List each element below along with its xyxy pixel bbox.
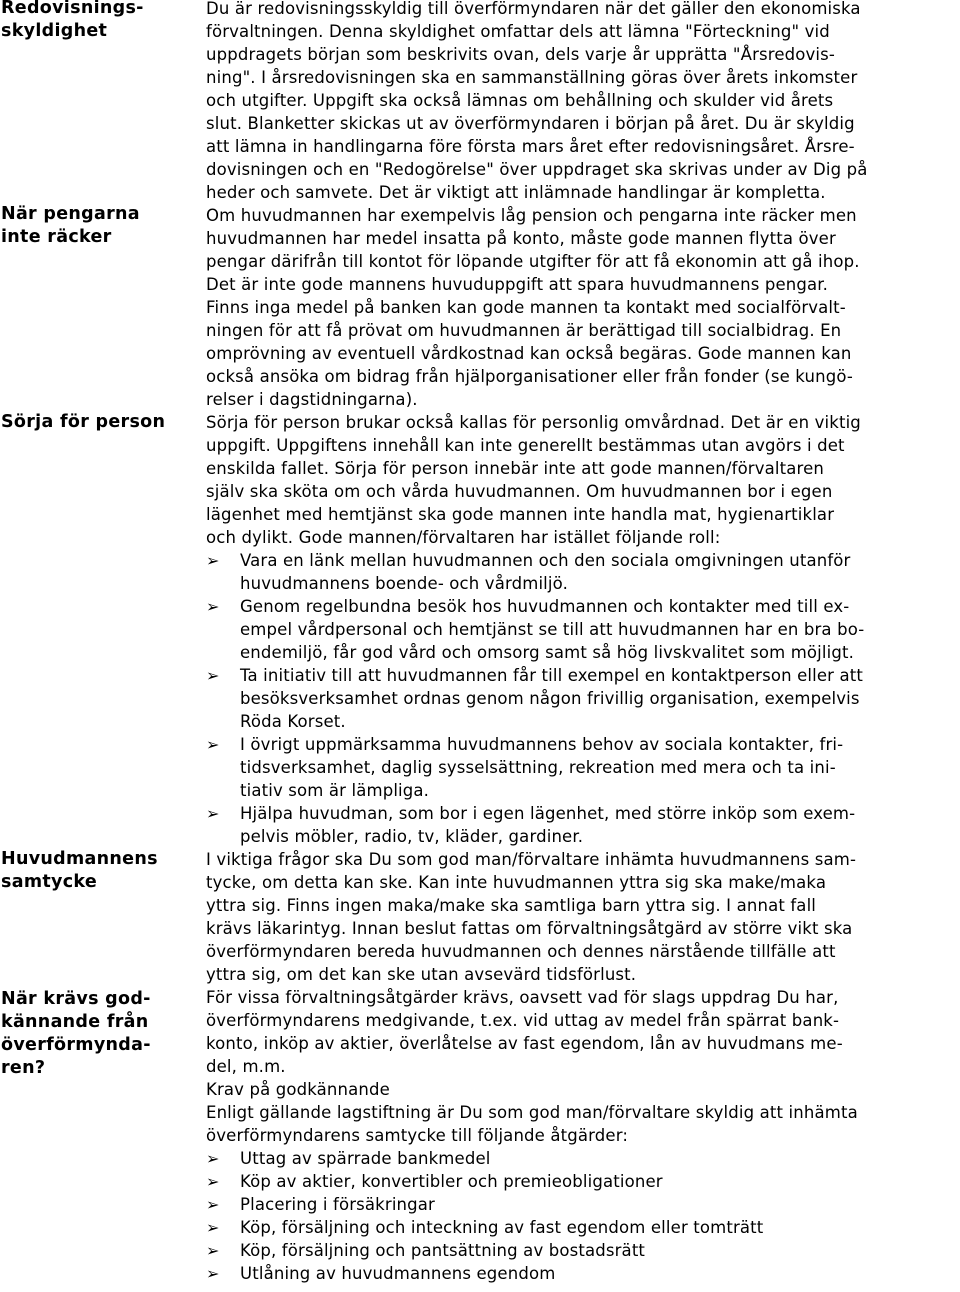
heading-line: inte räcker	[1, 227, 112, 247]
bullet-item: ➢ Genom regelbundna besök hos huvudmannen och kontakter med till ex-	[206, 595, 960, 618]
bullet-continuation: tiativ som är lämpliga.	[240, 781, 430, 800]
paragraph-line: Du är redovisningsskyldig till överförmyndaren när det gäller den ekonomiska	[206, 0, 861, 18]
paragraph-line: relser i dagstidningarna).	[206, 390, 418, 409]
bullet-item: ➢ Uttag av spärrade bankmedel	[206, 1147, 960, 1170]
heading-line: Redovisnings-	[1, 0, 144, 18]
paragraph-line: yttra sig. Finns ingen maka/make ska samtliga barn yttra sig. I annat fall	[206, 896, 817, 915]
paragraph-line: huvudmannen har medel insatta på konto, måste gode mannen flytta över	[206, 229, 836, 248]
paragraph-line: uppgift. Uppgiftens innehåll kan inte generellt bestämmas utan avgörs i det	[206, 436, 845, 455]
bullet-item: ➢ Köp av aktier, konvertibler och premieobligationer	[206, 1170, 960, 1193]
paragraph-line: överförmyndarens samtycke till följande åtgärder:	[206, 1126, 629, 1145]
bullet-continuation: endemiljö, får god vård och omsorg samt så hög livskvalitet som möjligt.	[240, 643, 855, 662]
paragraph-line: omprövning av eventuell vårdkostnad kan också begäras. Gode mannen kan	[206, 344, 852, 363]
paragraph-line: Om huvudmannen har exempelvis låg pension och pengarna inte räcker men	[206, 206, 857, 225]
bullet-item: ➢ Köp, försäljning och inteckning av fast egendom eller tomträtt	[206, 1216, 960, 1239]
bullet-continuation: besöksverksamhet ordnas genom någon frivillig organisation, exempelvis	[240, 689, 860, 708]
bullet-continuation: tidsverksamhet, daglig sysselsättning, rekreation med mera och ta ini-	[240, 758, 836, 777]
heading-line: När pengarna	[1, 204, 140, 224]
paragraph-line: yttra sig, om det kan ske utan avsevärd tidsförlust.	[206, 965, 637, 984]
bullet-item: ➢ Utlåning av huvudmannens egendom	[206, 1262, 960, 1285]
paragraph-line: dovisningen och en "Redogörelse" över uppdraget ska skrivas under av Dig på	[206, 160, 868, 179]
paragraph-line: Enligt gällande lagstiftning är Du som god man/förvaltare skyldig att inhämta	[206, 1103, 858, 1122]
bullet-item: ➢ Köp, försäljning och pantsättning av bostadsrätt	[206, 1239, 960, 1262]
paragraph-line: För vissa förvaltningsåtgärder krävs, oavsett vad för slags uppdrag Du har,	[206, 988, 839, 1007]
bullet-item: ➢ Ta initiativ till att huvudmannen får till exempel en kontaktperson eller att	[206, 664, 960, 687]
bullet-item: ➢ Hjälpa huvudman, som bor i egen lägenhet, med större inköp som exem-	[206, 802, 960, 825]
paragraph-line: överförmyndaren bereda huvudmannen och dennes närstående tillfälle att	[206, 942, 836, 961]
paragraph-line: och dylikt. Gode mannen/förvaltaren har istället följande roll:	[206, 528, 721, 547]
heading-line: samtycke	[1, 872, 98, 892]
paragraph-line: heder och samvete. Det är viktigt att inlämnade handlingar är kompletta.	[206, 183, 826, 202]
bullet-item: ➢ Placering i försäkringar	[206, 1193, 960, 1216]
paragraph-line: Finns inga medel på banken kan gode mannen ta kontakt med socialförvalt-	[206, 298, 846, 317]
paragraph-line: ning". I årsredovisningen ska en sammanställning göras över årets inkomster	[206, 68, 858, 87]
paragraph-line: att lämna in handlingarna före första mars året efter redovisningsåret. Årsre-	[206, 137, 855, 156]
paragraph-line: pengar därifrån till kontot för löpande utgifter för att få ekonomin att gå ihop.	[206, 252, 860, 271]
heading-line: kännande från	[1, 1012, 149, 1032]
paragraph-line: själv ska sköta om och vårda huvudmannen. Om huvudmannen bor i egen	[206, 482, 833, 501]
bullet-continuation: huvudmannens boende- och vårdmiljö.	[240, 574, 568, 593]
paragraph-line: förvaltningen. Denna skyldighet omfattar dels att lämna "Förteckning" vid	[206, 22, 830, 41]
paragraph-line: ningen för att få prövat om huvudmannen är berättigad till socialbidrag. En	[206, 321, 842, 340]
paragraph-line: enskilda fallet. Sörja för person innebär inte att gode mannen/förvaltaren	[206, 459, 825, 478]
paragraph-line: del, m.m.	[206, 1057, 286, 1076]
heading-sorja-for-person	[1, 411, 179, 434]
paragraph-line: uppdragets början som beskrivits ovan, dels varje år upprätta "Årsredovis-	[206, 45, 836, 64]
heading-line: Sörja för person	[1, 412, 166, 432]
paragraph-line: tycke, om detta kan ske. Kan inte huvudmannen yttra sig ska make/maka	[206, 873, 827, 892]
bullet-continuation: Röda Korset.	[240, 712, 346, 731]
heading-line: överförmynda-	[1, 1035, 151, 1055]
heading-line: Huvudmannens	[1, 849, 158, 869]
paragraph-line: Det är inte gode mannens huvuduppgift att spara huvudmannens pengar.	[206, 275, 829, 294]
bullet-item: ➢ Vara en länk mellan huvudmannen och den sociala omgivningen utanför	[206, 549, 960, 572]
paragraph-line: Sörja för person brukar också kallas för personlig omvårdnad. Det är en viktig	[206, 413, 861, 432]
body-text	[206, 0, 960, 1285]
paragraph-line: också ansöka om bidrag från hjälporganisationer eller från fonder (se kungö-	[206, 367, 853, 386]
paragraph-line: krävs läkarintyg. Innan beslut fattas om förvaltningsåtgärd av större vikt ska	[206, 919, 853, 938]
heading-line: skyldighet	[1, 21, 108, 41]
bullet-continuation: empel vårdpersonal och hemtjänst se till att huvudmannen har en bra bo-	[240, 620, 865, 639]
bullet-continuation: pelvis möbler, radio, tv, kläder, gardiner.	[240, 827, 584, 846]
paragraph-line: överförmyndarens medgivande, t.ex. vid uttag av medel från spärrat bank-	[206, 1011, 840, 1030]
paragraph-line: och utgifter. Uppgift ska också lämnas om behållning och skulder vid årets	[206, 91, 834, 110]
heading-redovisningsskyldighet	[1, 0, 179, 43]
heading-nar-pengarna-inte-racker	[1, 203, 179, 249]
paragraph-line: konto, inköp av aktier, överlåtelse av fast egendom, lån av huvudmans me-	[206, 1034, 843, 1053]
paragraph-line: I viktiga frågor ska Du som god man/förvaltare inhämta huvudmannens sam-	[206, 850, 857, 869]
paragraph-line: lägenhet med hemtjänst ska gode mannen inte handla mat, hygienartiklar	[206, 505, 835, 524]
paragraph-line: slut. Blanketter skickas ut av överförmyndaren i början på året. Du är skyldig	[206, 114, 855, 133]
heading-huvudmannens-samtycke	[1, 848, 179, 894]
heading-nar-kravs-godkannande	[1, 988, 179, 1080]
bullet-item: ➢ I övrigt uppmärksamma huvudmannens behov av sociala kontakter, fri-	[206, 733, 960, 756]
paragraph-line: Krav på godkännande	[206, 1080, 390, 1099]
heading-line: När krävs god-	[1, 989, 151, 1009]
heading-line: ren?	[1, 1058, 46, 1078]
